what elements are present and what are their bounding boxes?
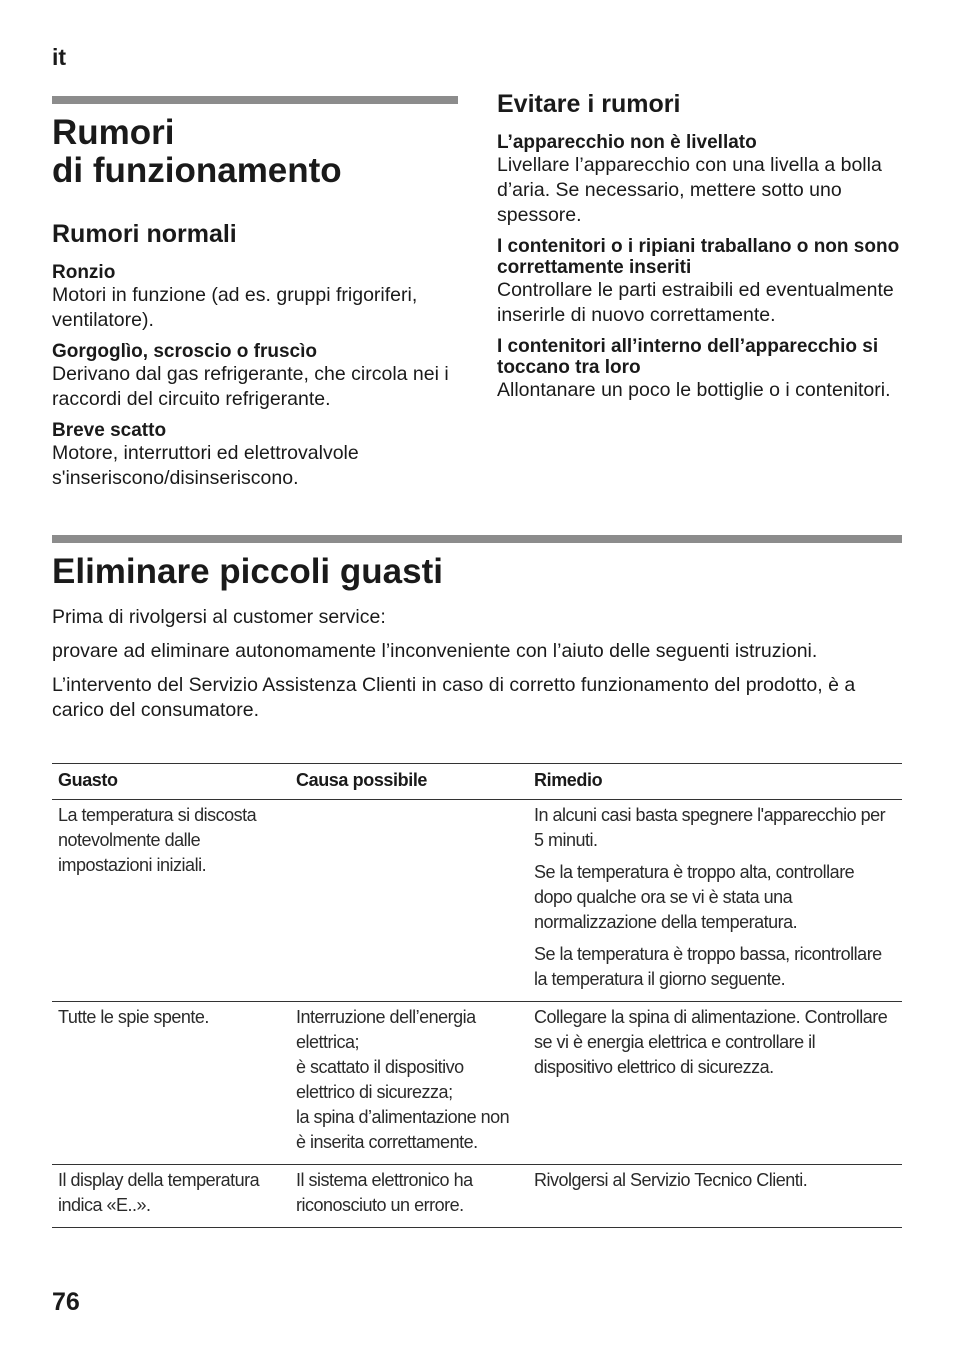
section-rule <box>52 96 458 104</box>
avoid-item <box>497 236 907 328</box>
avoid-item-text: Allontanare un poco le bottiglie o i contenitori. <box>497 379 891 401</box>
column-header-causa: Causa possibile <box>290 764 528 800</box>
cell-guasto: Il display della temperatura indica «E..». <box>52 1165 290 1228</box>
column-header-guasto: Guasto <box>52 764 290 800</box>
cell-causa <box>290 800 528 1002</box>
rimedio-paragraph: Collegare la spina di alimentazione. Controllare se vi è energia elettrica e controllare il dispositivo elettrico di sicurezza. <box>534 1007 888 1077</box>
column-header-rimedio: Rimedio <box>528 764 902 800</box>
avoid-item <box>497 132 907 228</box>
intro-text <box>52 605 882 732</box>
rimedio-paragraph: Se la temperatura è troppo alta, controllare dopo qualche ora se vi è stata una normalizzazione della temperatura. <box>534 862 855 932</box>
noise-item-text: Motore, interruttori ed elettrovalvole s'inseriscono/disinseriscono. <box>52 442 359 489</box>
noise-item-title: Gorgoglìo, scroscio o fruscìo <box>52 341 317 362</box>
page-number: 76 <box>52 1288 80 1316</box>
avoid-item <box>497 336 907 403</box>
noise-item-title: Ronzio <box>52 262 116 283</box>
avoid-item-text: Livellare l’apparecchio con una livella a bolla d’aria. Se necessario, mettere sotto uno spessore. <box>497 154 882 226</box>
avoid-item-title: L’apparecchio non è livellato <box>497 132 757 153</box>
causa-line: è scattato il dispositivo elettrico di sicurezza; <box>296 1057 464 1102</box>
rimedio-paragraph: In alcuni casi basta spegnere l'apparecchio per 5 minuti. <box>534 805 886 850</box>
cell-rimedio <box>528 1002 902 1165</box>
avoid-item-title: I contenitori o i ripiani traballano o non sono correttamente inseriti <box>497 236 900 278</box>
intro-paragraph: Prima di rivolgersi al customer service: <box>52 606 386 628</box>
cell-rimedio <box>528 800 902 1002</box>
title-line-1: Rumori <box>52 113 175 152</box>
noise-item-text: Derivano dal gas refrigerante, che circola nei i raccordi del circuito refrigerante. <box>52 363 449 410</box>
title-line-2: di funzionamento <box>52 151 342 190</box>
rimedio-paragraph: Se la temperatura è troppo bassa, ricontrollare la temperatura il giorno seguente. <box>534 944 882 989</box>
avoid-noises-column <box>497 90 907 411</box>
intro-paragraph: L’intervento del Servizio Assistenza Clienti in caso di corretto funzionamento del prodotto, è a carico del consumatore. <box>52 674 856 721</box>
causa-line: Il sistema elettronico ha riconosciuto un errore. <box>296 1170 473 1215</box>
cell-causa <box>290 1002 528 1165</box>
rimedio-paragraph: Rivolgersi al Servizio Tecnico Clienti. <box>534 1170 808 1190</box>
subheading-evitare-rumori: Evitare i rumori <box>497 90 681 118</box>
table-row <box>52 800 902 1002</box>
language-label: it <box>52 44 67 70</box>
noise-item-title: Breve scatto <box>52 420 167 441</box>
troubleshooting-table <box>52 763 902 1228</box>
causa-line: Interruzione dell’energia elettrica; <box>296 1007 476 1052</box>
subheading-rumori-normali: Rumori normali <box>52 220 237 248</box>
normal-noises-column <box>52 220 462 499</box>
cell-guasto: La temperatura si discosta notevolmente dalle impostazioni iniziali. <box>52 800 290 1002</box>
noise-item <box>52 341 462 412</box>
noise-item-text: Motori in funzione (ad es. gruppi frigoriferi, ventilatore). <box>52 284 418 331</box>
avoid-item-text: Controllare le parti estraibili ed eventualmente inserirle di nuovo correttamente. <box>497 279 894 326</box>
cell-guasto: Tutte le spie spente. <box>52 1002 290 1165</box>
section-rule <box>52 535 902 543</box>
intro-paragraph: provare ad eliminare autonomamente l’inconveniente con l’aiuto delle seguenti istruzioni. <box>52 640 818 662</box>
noise-item <box>52 420 462 491</box>
avoid-item-title: I contenitori all’interno dell’apparecchio si toccano tra loro <box>497 336 879 378</box>
table-row <box>52 1002 902 1165</box>
table-row <box>52 1165 902 1228</box>
causa-line: la spina d’alimentazione non è inserita correttamente. <box>296 1107 510 1152</box>
noise-item <box>52 262 462 333</box>
cell-rimedio <box>528 1165 902 1228</box>
table-header-row <box>52 764 902 800</box>
cell-causa <box>290 1165 528 1228</box>
section-title-guasti: Eliminare piccoli guasti <box>52 552 443 591</box>
section-title-rumori <box>52 114 472 190</box>
